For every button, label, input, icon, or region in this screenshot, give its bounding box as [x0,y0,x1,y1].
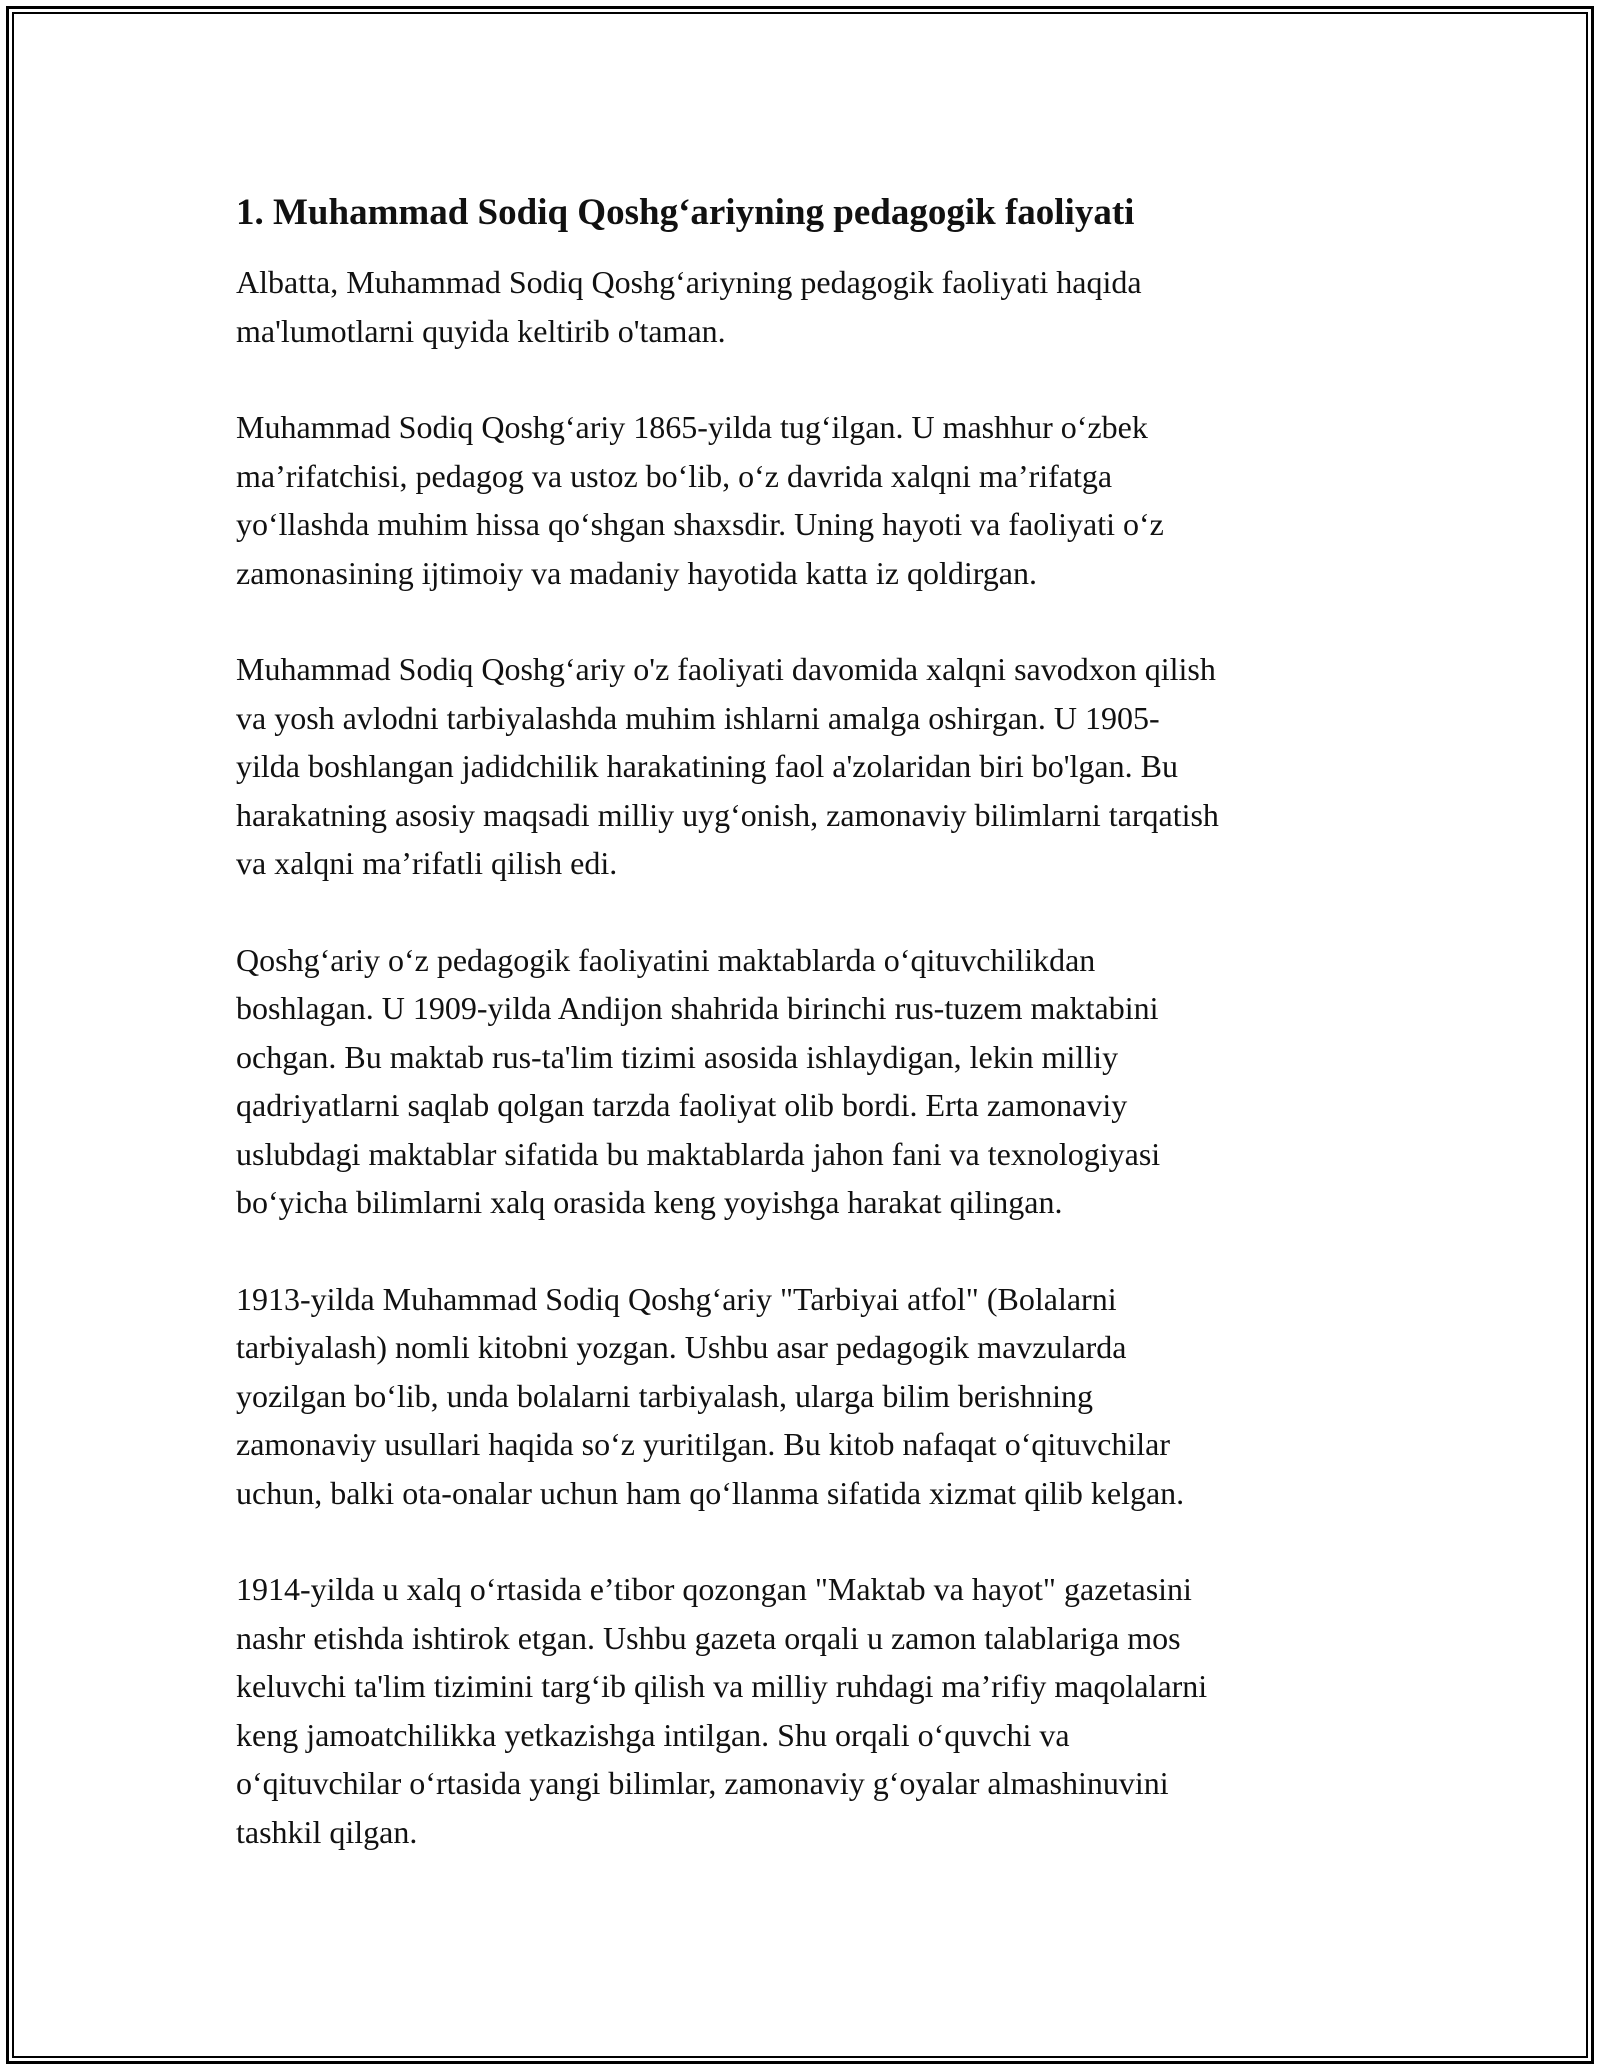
paragraph-biography [236,403,1366,597]
document-title: 1. Muhammad Sodiq Qoshg‘ariyning pedagogik faoliyati [236,192,1135,233]
paragraph-intro [236,258,1366,355]
paragraph-line: harakatning asosiy maqsadi milliy uyg‘onish, zamonaviy bilimlarni tarqatish [236,796,1219,833]
paragraph-line: 1914-yilda u xalq o‘rtasida e’tibor qozongan "Maktab va hayot" gazetasini [236,1571,1192,1607]
paragraph-line: 1913-yilda Muhammad Sodiq Qoshg‘ariy "Tarbiyai atfol" (Bolalarni [236,1280,1117,1317]
paragraph-line: Muhammad Sodiq Qoshg‘ariy o'z faoliyati davomida xalqni savodxon qilish [236,651,1216,687]
paragraph-line: Albatta, Muhammad Sodiq Qoshg‘ariyning pedagogik faoliyati haqida [236,264,1142,300]
paragraph-jadidism [236,645,1366,888]
paragraph-line: ochgan. Bu maktab rus-ta'lim tizimi asosida ishlaydigan, lekin milliy [236,1038,1119,1075]
paragraph-book [236,1275,1366,1518]
paragraph-line: uchun, balki ota-onalar uchun ham qo‘llanma sifatida xizmat qilib kelgan. [236,1474,1185,1511]
paragraph-line: Muhammad Sodiq Qoshg‘ariy 1865-yilda tug‘ilgan. U mashhur o‘zbek [236,409,1148,445]
paragraph-line: keng jamoatchilikka yetkazishga intilgan. Shu orqali o‘quvchi va [236,1716,1070,1753]
paragraph-line: zamonaviy usullari haqida so‘z yuritilgan. Bu kitob nafaqat o‘qituvchilar [236,1426,1170,1462]
paragraph-line: tashkil qilgan. [236,1813,418,1850]
document-body [236,188,1366,1856]
paragraph-schools [236,936,1366,1227]
paragraph-line: qadriyatlarni saqlab qolgan tarzda faoliyat olib bordi. Erta zamonaviy [236,1087,1128,1123]
paragraph-line: boshlagan. U 1909-yilda Andijon shahrida birinchi rus-tuzem maktabini [236,990,1159,1026]
paragraph-line: tarbiyalash) nomli kitobni yozgan. Ushbu asar pedagogik mavzularda [236,1329,1127,1365]
paragraph-line: yo‘llashda muhim hissa qo‘shgan shaxsdir. Uning hayoti va faoliyati o‘z [236,506,1164,542]
paragraph-line: nashr etishda ishtirok etgan. Ushbu gazeta orqali u zamon talablariga mos [236,1619,1181,1656]
paragraph-newspaper [236,1565,1366,1856]
paragraph-line: ma’rifatchisi, pedagog va ustoz bo‘lib, o‘z davrida xalqni ma’rifatga [236,457,1113,494]
paragraph-line: keluvchi ta'lim tizimini targ‘ib qilish va milliy ruhdagi ma’rifiy maqolalarni [236,1668,1208,1704]
paragraph-line: bo‘yicha bilimlarni xalq orasida keng yoyishga harakat qilingan. [236,1184,1063,1220]
paragraph-line: va xalqni ma’rifatli qilish edi. [236,845,618,881]
paragraph-line: zamonasining ijtimoiy va madaniy hayotida katta iz qoldirgan. [236,554,1037,591]
paragraph-line: ma'lumotlarni quyida keltirib o'taman. [236,312,726,349]
paragraph-line: uslubdagi maktablar sifatida bu maktablarda jahon fani va texnologiyasi [236,1135,1161,1172]
paragraph-line: va yosh avlodni tarbiyalashda muhim ishlarni amalga oshirgan. U 1905- [236,699,1160,736]
paragraph-line: yilda boshlangan jadidchilik harakatining faol a'zolaridan biri bo'lgan. Bu [236,748,1178,784]
paragraph-line: Qoshg‘ariy o‘z pedagogik faoliyatini maktablarda o‘qituvchilikdan [236,941,1096,978]
paragraph-line: yozilgan bo‘lib, unda bolalarni tarbiyalash, ularga bilim berishning [236,1377,1093,1414]
paragraph-line: o‘qituvchilar o‘rtasida yangi bilimlar, zamonaviy g‘oyalar almashinuvini [236,1765,1169,1801]
